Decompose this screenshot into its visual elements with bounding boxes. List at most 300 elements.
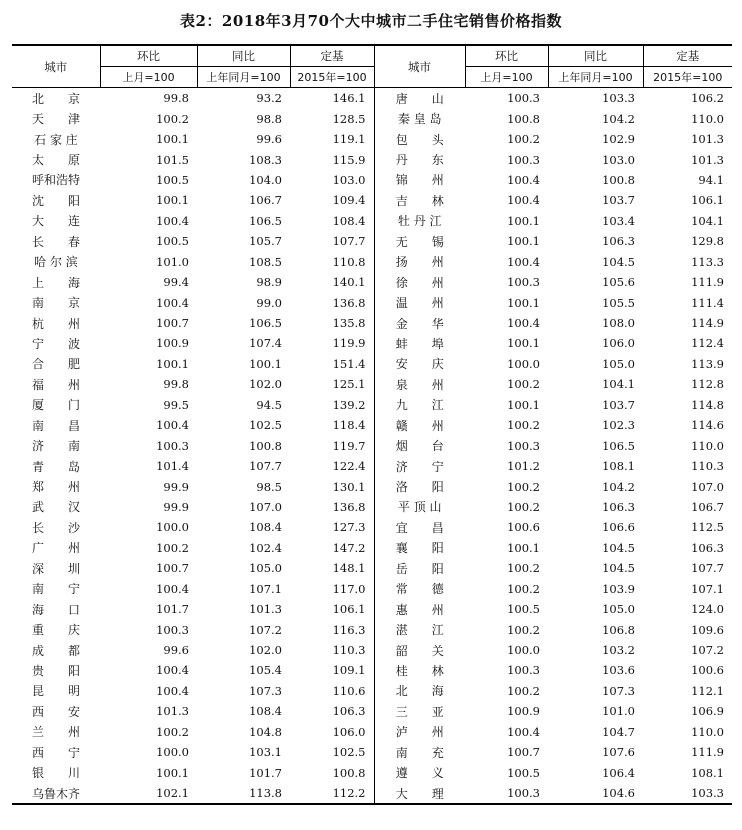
base-value-cell: 109.4	[332, 193, 366, 208]
yoy-value-cell: 93.2	[256, 91, 282, 106]
city-name-cell: 南 宁	[31, 582, 80, 597]
base-value-cell: 107.7	[332, 234, 366, 249]
base-value-cell: 104.1	[691, 213, 724, 228]
mom-value-cell: 100.2	[156, 111, 189, 126]
yoy-value-cell: 106.3	[602, 234, 635, 249]
mom-value-cell: 100.4	[156, 581, 189, 596]
base-value-cell: 136.8	[332, 295, 366, 310]
mom-value-cell: 100.8	[507, 111, 540, 126]
yoy-value-cell: 107.1	[249, 581, 282, 596]
mom-value-cell: 100.1	[507, 397, 540, 412]
mom-value-cell: 100.2	[507, 561, 540, 576]
mom-value-cell: 100.4	[156, 663, 189, 678]
city-name-cell: 吉 林	[374, 190, 465, 210]
yoy-value-cell: 103.6	[602, 663, 635, 678]
yoy-value-cell: 106.5	[249, 213, 282, 228]
base-value-cell: 106.1	[691, 193, 724, 208]
base-value-cell: 103.0	[332, 172, 366, 187]
city-name-cell: 济 宁	[374, 456, 465, 476]
mom-value-cell: 100.2	[507, 479, 540, 494]
mom-value-cell: 100.0	[507, 356, 540, 371]
yoy-value-cell: 108.4	[249, 704, 282, 719]
mom-value-cell: 99.6	[163, 643, 189, 658]
mom-header-right: 环比	[465, 45, 548, 67]
yoy-value-cell: 102.3	[602, 418, 635, 433]
mom-sub-right: 上月=100	[465, 67, 548, 88]
base-value-cell: 114.9	[691, 316, 724, 331]
base-value-cell: 108.4	[332, 213, 366, 228]
yoy-value-cell: 108.1	[602, 459, 635, 474]
mom-value-cell: 100.4	[507, 254, 540, 269]
base-value-cell: 117.0	[332, 581, 366, 596]
mom-value-cell: 100.4	[507, 193, 540, 208]
mom-value-cell: 100.0	[507, 643, 540, 658]
city-name-cell: 泉 州	[374, 374, 465, 394]
mom-header-left: 环比	[100, 45, 197, 67]
city-name-cell: 呼和浩特	[31, 173, 80, 188]
mom-value-cell: 101.5	[156, 152, 189, 167]
base-value-cell: 111.9	[691, 275, 724, 290]
base-value-cell: 94.1	[698, 172, 724, 187]
table-row	[12, 660, 732, 680]
base-value-cell: 100.8	[332, 765, 366, 780]
yoy-value-cell: 100.8	[602, 172, 635, 187]
base-value-cell: 106.3	[332, 704, 366, 719]
city-name-cell: 青 岛	[31, 459, 80, 474]
city-name-cell: 宁 波	[31, 336, 80, 351]
mom-value-cell: 100.1	[507, 234, 540, 249]
city-name-cell: 秦 皇 岛	[374, 108, 465, 128]
base-value-cell: 136.8	[332, 499, 366, 514]
yoy-value-cell: 105.4	[249, 663, 282, 678]
city-name-cell: 韶 关	[374, 640, 465, 660]
yoy-value-cell: 104.2	[602, 479, 635, 494]
yoy-value-cell: 99.0	[256, 295, 282, 310]
table-row	[12, 558, 732, 578]
yoy-header-left: 同比	[197, 45, 290, 67]
yoy-value-cell: 104.1	[602, 377, 635, 392]
city-name-cell: 银 川	[31, 766, 80, 781]
yoy-value-cell: 107.3	[249, 683, 282, 698]
table-row	[12, 231, 732, 251]
city-name-cell: 福 州	[31, 377, 80, 392]
city-name-cell: 石 家 庄	[34, 132, 78, 147]
yoy-value-cell: 105.7	[249, 234, 282, 249]
yoy-value-cell: 105.6	[602, 275, 635, 290]
mom-value-cell: 100.6	[507, 520, 540, 535]
base-header-left: 定基	[290, 45, 374, 67]
yoy-value-cell: 105.0	[602, 356, 635, 371]
price-index-table	[12, 44, 732, 805]
table-row	[12, 88, 732, 109]
yoy-value-cell: 103.2	[602, 643, 635, 658]
base-value-cell: 130.1	[332, 479, 366, 494]
yoy-value-cell: 104.2	[602, 111, 635, 126]
city-name-cell: 安 庆	[374, 354, 465, 374]
base-value-cell: 112.5	[691, 520, 724, 535]
yoy-value-cell: 104.6	[548, 783, 643, 804]
city-name-cell: 北 京	[31, 91, 80, 106]
city-name-cell: 三 亚	[374, 701, 465, 721]
mom-value-cell: 100.2	[507, 377, 540, 392]
yoy-header-right: 同比	[548, 45, 643, 67]
yoy-value-cell: 102.0	[249, 377, 282, 392]
base-value-cell: 127.3	[332, 520, 366, 535]
base-value-cell: 135.8	[332, 316, 366, 331]
base-value-cell: 140.1	[332, 275, 366, 290]
city-name-cell: 包 头	[374, 129, 465, 149]
yoy-value-cell: 107.3	[602, 683, 635, 698]
mom-value-cell: 100.4	[507, 316, 540, 331]
mom-value-cell: 102.1	[100, 783, 197, 804]
base-value-cell: 106.2	[691, 91, 724, 106]
city-name-cell: 无 锡	[374, 231, 465, 251]
base-value-cell: 102.5	[332, 745, 366, 760]
mom-value-cell: 100.2	[156, 724, 189, 739]
base-value-cell: 107.1	[691, 581, 724, 596]
table-row	[12, 762, 732, 782]
base-value-cell: 119.9	[332, 336, 366, 351]
city-name-cell: 成 都	[31, 643, 80, 658]
table-row	[12, 108, 732, 128]
city-name-cell: 广 州	[31, 541, 80, 556]
city-name-cell: 上 海	[31, 275, 80, 290]
mom-value-cell: 100.7	[507, 745, 540, 760]
city-name-cell: 乌鲁木齐	[12, 783, 100, 804]
mom-value-cell: 100.2	[507, 499, 540, 514]
city-name-cell: 北 海	[374, 681, 465, 701]
mom-value-cell: 100.5	[156, 234, 189, 249]
base-value-cell: 106.9	[691, 704, 724, 719]
base-value-cell: 112.1	[691, 683, 724, 698]
mom-value-cell: 100.2	[507, 132, 540, 147]
table-row	[12, 190, 732, 210]
yoy-value-cell: 107.4	[249, 336, 282, 351]
mom-sub-left: 上月=100	[100, 67, 197, 88]
city-name-cell: 厦 门	[31, 398, 80, 413]
table-body	[12, 88, 732, 805]
base-value-cell: 114.6	[691, 418, 724, 433]
yoy-value-cell: 102.9	[602, 132, 635, 147]
base-value-cell: 110.6	[332, 683, 366, 698]
table-row	[12, 170, 732, 190]
mom-value-cell: 100.1	[507, 540, 540, 555]
yoy-value-cell: 104.5	[602, 254, 635, 269]
mom-value-cell: 100.5	[156, 172, 189, 187]
mom-value-cell: 99.9	[163, 479, 189, 494]
yoy-value-cell: 98.5	[256, 479, 282, 494]
base-value-cell: 113.9	[691, 356, 724, 371]
mom-value-cell: 99.8	[163, 377, 189, 392]
city-name-cell: 湛 江	[374, 619, 465, 639]
yoy-value-cell: 101.7	[249, 765, 282, 780]
mom-value-cell: 100.3	[507, 152, 540, 167]
base-value-cell: 109.6	[691, 622, 724, 637]
mom-value-cell: 100.4	[507, 172, 540, 187]
city-name-cell: 长 春	[31, 234, 80, 249]
mom-value-cell: 100.3	[156, 438, 189, 453]
table-row	[12, 517, 732, 537]
yoy-value-cell: 107.2	[249, 622, 282, 637]
base-value-cell: 110.0	[691, 111, 724, 126]
mom-value-cell: 100.7	[156, 316, 189, 331]
yoy-value-cell: 104.5	[602, 540, 635, 555]
mom-value-cell: 101.3	[156, 704, 189, 719]
mom-value-cell: 100.4	[507, 724, 540, 739]
yoy-value-cell: 113.8	[197, 783, 290, 804]
table-row	[12, 538, 732, 558]
base-value-cell: 110.3	[332, 643, 366, 658]
base-value-cell: 106.0	[332, 724, 366, 739]
yoy-value-cell: 102.5	[249, 418, 282, 433]
base-value-cell: 108.1	[691, 765, 724, 780]
base-value-cell: 124.0	[691, 602, 724, 617]
city-name-cell: 大 理	[374, 783, 465, 804]
mom-value-cell: 100.2	[507, 683, 540, 698]
yoy-value-cell: 107.6	[602, 745, 635, 760]
yoy-value-cell: 106.5	[249, 316, 282, 331]
mom-value-cell: 100.2	[507, 622, 540, 637]
base-value-cell: 110.0	[691, 438, 724, 453]
mom-value-cell: 101.7	[156, 602, 189, 617]
city-name-cell: 沈 阳	[31, 193, 80, 208]
mom-value-cell: 100.3	[465, 783, 548, 804]
yoy-value-cell: 98.9	[256, 275, 282, 290]
base-value-cell: 115.9	[332, 152, 366, 167]
base-value-cell: 107.2	[691, 643, 724, 658]
yoy-value-cell: 103.9	[602, 581, 635, 596]
base-value-cell: 116.3	[332, 622, 366, 637]
table-row	[12, 435, 732, 455]
base-value-cell: 125.1	[332, 377, 366, 392]
city-name-cell: 蚌 埠	[374, 333, 465, 353]
yoy-value-cell: 103.7	[602, 397, 635, 412]
city-name-cell: 泸 州	[374, 722, 465, 742]
mom-value-cell: 100.0	[156, 520, 189, 535]
city-name-cell: 济 南	[31, 439, 80, 454]
yoy-sub-left: 上年同月=100	[197, 67, 290, 88]
mom-value-cell: 100.4	[156, 418, 189, 433]
base-value-cell: 114.8	[691, 397, 724, 412]
city-name-cell: 重 庆	[31, 623, 80, 638]
yoy-value-cell: 103.4	[602, 213, 635, 228]
base-value-cell: 122.4	[332, 459, 366, 474]
city-name-cell: 九 江	[374, 395, 465, 415]
table-row	[12, 149, 732, 169]
table-row	[12, 742, 732, 762]
yoy-value-cell: 94.5	[256, 397, 282, 412]
city-name-cell: 常 德	[374, 579, 465, 599]
mom-value-cell: 100.7	[156, 561, 189, 576]
base-value-cell: 129.8	[691, 234, 724, 249]
mom-value-cell: 99.5	[163, 397, 189, 412]
city-name-cell: 西 宁	[31, 745, 80, 760]
mom-value-cell: 100.1	[156, 132, 189, 147]
base-value-cell: 106.3	[691, 540, 724, 555]
yoy-value-cell: 105.0	[602, 602, 635, 617]
base-value-cell: 113.3	[691, 254, 724, 269]
base-sub-right: 2015年=100	[643, 67, 732, 88]
mom-value-cell: 100.1	[156, 356, 189, 371]
yoy-value-cell: 105.0	[249, 561, 282, 576]
base-value-cell: 118.4	[332, 418, 366, 433]
base-value-cell: 112.4	[691, 336, 724, 351]
yoy-value-cell: 106.7	[249, 193, 282, 208]
city-name-cell: 丹 东	[374, 149, 465, 169]
base-value-cell: 112.8	[691, 377, 724, 392]
table-row	[12, 619, 732, 639]
city-name-cell: 岳 阳	[374, 558, 465, 578]
base-value-cell: 101.3	[691, 132, 724, 147]
mom-value-cell: 100.1	[507, 336, 540, 351]
yoy-value-cell: 103.3	[602, 91, 635, 106]
city-name-cell: 哈 尔 滨	[34, 255, 78, 270]
table-row	[12, 395, 732, 415]
table-title: 表2：2018年3月70个大中城市二手住宅销售价格指数	[180, 12, 562, 30]
table-row	[12, 415, 732, 435]
table-row	[12, 456, 732, 476]
yoy-value-cell: 104.8	[249, 724, 282, 739]
yoy-value-cell: 106.4	[602, 765, 635, 780]
base-value-cell: 147.2	[332, 540, 366, 555]
base-value-cell: 139.2	[332, 397, 366, 412]
mom-value-cell: 100.4	[156, 295, 189, 310]
yoy-value-cell: 106.3	[602, 499, 635, 514]
yoy-value-cell: 107.7	[249, 459, 282, 474]
yoy-value-cell: 103.0	[602, 152, 635, 167]
table-row	[12, 374, 732, 394]
city-name-cell: 金 华	[374, 313, 465, 333]
city-name-cell: 昆 明	[31, 684, 80, 699]
base-header-right: 定基	[643, 45, 732, 67]
city-header-left: 城市	[44, 59, 68, 74]
city-name-cell: 太 原	[31, 153, 80, 168]
yoy-value-cell: 108.5	[249, 254, 282, 269]
city-name-cell: 烟 台	[374, 435, 465, 455]
yoy-value-cell: 106.8	[602, 622, 635, 637]
yoy-value-cell: 108.4	[249, 520, 282, 535]
mom-value-cell: 100.1	[156, 193, 189, 208]
city-name-cell: 南 充	[374, 742, 465, 762]
yoy-value-cell: 104.5	[602, 561, 635, 576]
mom-value-cell: 101.4	[156, 459, 189, 474]
base-value-cell: 100.6	[691, 663, 724, 678]
table-row	[12, 640, 732, 660]
table-row	[12, 252, 732, 272]
city-name-cell: 赣 州	[374, 415, 465, 435]
mom-value-cell: 99.8	[163, 91, 189, 106]
city-name-cell: 平 顶 山	[374, 497, 465, 517]
city-name-cell: 杭 州	[31, 316, 80, 331]
mom-value-cell: 100.1	[507, 213, 540, 228]
yoy-value-cell: 103.1	[249, 745, 282, 760]
base-value-cell: 128.5	[332, 111, 366, 126]
city-name-cell: 兰 州	[31, 725, 80, 740]
mom-value-cell: 100.5	[507, 765, 540, 780]
mom-value-cell: 100.3	[507, 275, 540, 290]
city-name-cell: 洛 阳	[374, 476, 465, 496]
mom-value-cell: 100.2	[507, 581, 540, 596]
mom-value-cell: 100.0	[156, 745, 189, 760]
table-row	[12, 701, 732, 721]
yoy-value-cell: 103.7	[602, 193, 635, 208]
mom-value-cell: 100.4	[156, 213, 189, 228]
city-name-cell: 徐 州	[374, 272, 465, 292]
base-value-cell: 148.1	[332, 561, 366, 576]
table-row	[12, 333, 732, 353]
city-name-cell: 郑 州	[31, 480, 80, 495]
city-name-cell: 宜 昌	[374, 517, 465, 537]
mom-value-cell: 101.2	[507, 459, 540, 474]
mom-value-cell: 100.9	[507, 704, 540, 719]
base-value-cell: 103.3	[643, 783, 732, 804]
base-value-cell: 111.4	[691, 295, 724, 310]
base-value-cell: 151.4	[332, 356, 366, 371]
mom-value-cell: 100.5	[507, 602, 540, 617]
mom-value-cell: 99.9	[163, 499, 189, 514]
yoy-value-cell: 105.5	[602, 295, 635, 310]
yoy-value-cell: 108.0	[602, 316, 635, 331]
mom-value-cell: 100.1	[156, 765, 189, 780]
table-row	[12, 476, 732, 496]
yoy-value-cell: 108.3	[249, 152, 282, 167]
mom-value-cell: 100.2	[507, 418, 540, 433]
base-value-cell: 109.1	[332, 663, 366, 678]
city-name-cell: 贵 阳	[31, 663, 80, 678]
city-name-cell: 锦 州	[374, 170, 465, 190]
yoy-value-cell: 100.1	[249, 356, 282, 371]
mom-value-cell: 100.1	[507, 295, 540, 310]
base-value-cell: 101.3	[691, 152, 724, 167]
mom-value-cell: 100.3	[156, 622, 189, 637]
table-row	[12, 783, 732, 804]
city-name-cell: 遵 义	[374, 762, 465, 782]
base-value-cell: 107.0	[691, 479, 724, 494]
mom-value-cell: 100.2	[156, 540, 189, 555]
table-row	[12, 497, 732, 517]
base-value-cell: 110.8	[332, 254, 366, 269]
city-header-right: 城市	[374, 45, 465, 88]
city-name-cell: 南 昌	[31, 418, 80, 433]
table-row	[12, 599, 732, 619]
yoy-value-cell: 100.8	[249, 438, 282, 453]
yoy-value-cell: 104.7	[602, 724, 635, 739]
city-name-cell: 襄 阳	[374, 538, 465, 558]
city-name-cell: 武 汉	[31, 500, 80, 515]
yoy-value-cell: 102.4	[249, 540, 282, 555]
yoy-value-cell: 99.6	[256, 132, 282, 147]
yoy-value-cell: 104.0	[249, 172, 282, 187]
yoy-value-cell: 98.8	[256, 111, 282, 126]
city-name-cell: 唐 山	[374, 88, 465, 109]
yoy-value-cell: 106.5	[602, 438, 635, 453]
base-value-cell: 111.9	[691, 745, 724, 760]
yoy-value-cell: 106.6	[602, 520, 635, 535]
base-value-cell: 106.1	[332, 602, 366, 617]
mom-value-cell: 100.3	[507, 663, 540, 678]
mom-value-cell: 100.9	[156, 336, 189, 351]
base-value-cell: 110.0	[691, 724, 724, 739]
yoy-sub-right: 上年同月=100	[548, 67, 643, 88]
city-name-cell: 南 京	[31, 296, 80, 311]
mom-value-cell: 100.3	[507, 91, 540, 106]
table-row	[12, 313, 732, 333]
city-name-cell: 深 圳	[31, 561, 80, 576]
mom-value-cell: 100.3	[507, 438, 540, 453]
base-value-cell: 107.7	[691, 561, 724, 576]
table-row	[12, 272, 732, 292]
city-name-cell: 惠 州	[374, 599, 465, 619]
